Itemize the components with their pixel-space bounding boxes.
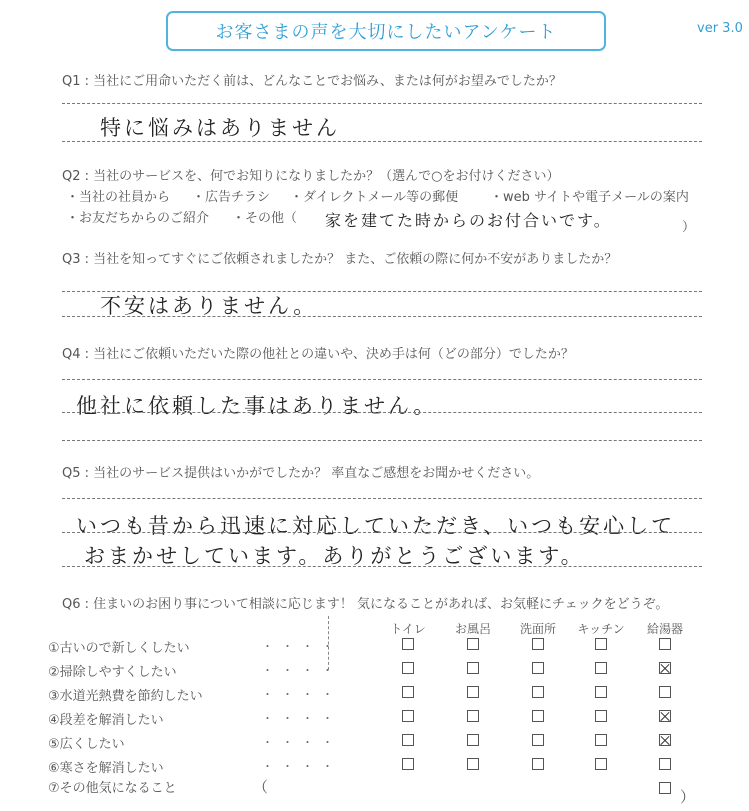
checkbox-water-heater[interactable] xyxy=(659,758,671,770)
answer-line xyxy=(62,103,702,104)
q2-option-flyer[interactable]: ・広告チラシ xyxy=(192,190,271,205)
checkbox-toilet[interactable] xyxy=(402,710,414,722)
q4-question: Q4 : 当社にご依頼いただいた際の他社との違いや、決め手は何（どの部分）でしたか？ xyxy=(62,347,574,362)
checkbox-washroom[interactable] xyxy=(532,686,544,698)
col-water-heater: 給湯器 xyxy=(646,622,684,636)
q6-question: Q6 : 住まいのお困り事について相談に応じます！ 気になることがあれば、お気軽にチェックをどうぞ。 xyxy=(62,597,669,612)
checkbox-washroom[interactable] xyxy=(532,638,544,650)
row-label: ③水道光熱費を節約したい xyxy=(48,689,203,704)
leader-dots: ・・・・ xyxy=(262,736,342,749)
checkbox-washroom[interactable] xyxy=(532,758,544,770)
checkbox-kitchen[interactable] xyxy=(595,710,607,722)
checkbox-bath[interactable] xyxy=(467,734,479,746)
checkbox-washroom[interactable] xyxy=(532,734,544,746)
checkbox-kitchen[interactable] xyxy=(595,734,607,746)
checkbox-bath[interactable] xyxy=(467,662,479,674)
checkbox-toilet[interactable] xyxy=(402,662,414,674)
row-label: ①古いので新しくしたい xyxy=(48,641,190,656)
row-label: ⑥寒さを解消したい xyxy=(48,761,164,776)
leader-dots: ・・・・ xyxy=(262,760,342,773)
col-kitchen: キッチン xyxy=(577,622,625,636)
checkbox-kitchen[interactable] xyxy=(595,638,607,650)
checkbox-kitchen[interactable] xyxy=(595,662,607,674)
answer-line xyxy=(62,498,702,499)
q5-answer-line2[interactable]: おまかせしています。ありがとうございます。 xyxy=(84,544,585,568)
version-label: ver 3.0 xyxy=(697,21,743,36)
leader-dots: ・・・・ xyxy=(262,712,342,725)
checkbox-toilet[interactable] xyxy=(402,734,414,746)
checkbox-water-heater[interactable] xyxy=(659,662,671,674)
other-close-paren: ） xyxy=(680,788,696,806)
q2-option-staff[interactable]: ・当社の社員から xyxy=(66,190,171,205)
q2-option-other[interactable]: ・その他（ xyxy=(232,211,298,226)
checkbox-bath[interactable] xyxy=(467,686,479,698)
leader-dots: ・・・・ xyxy=(262,688,342,701)
q2-question: Q2 : 当社のサービスを、何でお知りになりましたか？（選んで○をお付けください） xyxy=(62,169,560,184)
other-open-paren: （ xyxy=(253,778,269,796)
answer-line xyxy=(62,316,702,317)
row-label: ⑤広くしたい xyxy=(48,737,125,752)
row-label: ④段差を解消したい xyxy=(48,713,164,728)
checkbox-bath[interactable] xyxy=(467,710,479,722)
checkbox-kitchen[interactable] xyxy=(595,686,607,698)
q3-answer[interactable]: 不安はありません。 xyxy=(100,294,318,318)
checkbox-other[interactable] xyxy=(659,782,671,794)
survey-title: お客さまの声を大切にしたいアンケート xyxy=(166,11,606,51)
row-other-label: ⑦その他気になること xyxy=(48,781,177,796)
checkbox-kitchen[interactable] xyxy=(595,758,607,770)
q4-answer[interactable]: 他社に依頼した事はありません。 xyxy=(76,394,438,418)
answer-line xyxy=(62,412,702,413)
answer-line xyxy=(62,440,702,441)
col-toilet: トイレ xyxy=(390,622,426,636)
answer-line xyxy=(62,566,702,567)
q2-option-friend[interactable]: ・お友だちからのご紹介 xyxy=(66,211,210,226)
col-washroom: 洗面所 xyxy=(519,622,557,636)
checkbox-washroom[interactable] xyxy=(532,662,544,674)
checkbox-water-heater[interactable] xyxy=(659,734,671,746)
leader-dots: ・・・・ xyxy=(262,664,342,677)
checkbox-bath[interactable] xyxy=(467,638,479,650)
q3-question: Q3 : 当社を知ってすぐにご依頼されましたか？ また、ご依頼の際に何か不安がありましたか？ xyxy=(62,252,618,267)
q2-close-paren: ） xyxy=(682,220,696,235)
checkbox-bath[interactable] xyxy=(467,758,479,770)
checkbox-toilet[interactable] xyxy=(402,638,414,650)
q2-other-answer[interactable]: 家を建てた時からのお付合いです。 xyxy=(325,211,612,230)
checkbox-toilet[interactable] xyxy=(402,758,414,770)
answer-line xyxy=(62,141,702,142)
col-bath: お風呂 xyxy=(454,622,492,636)
q1-question: Q1 : 当社にご用命いただく前は、どんなことでお悩み、または何がお望みでしたか？ xyxy=(62,74,562,89)
q2-option-web[interactable]: ・web サイトや電子メールの案内 xyxy=(490,190,689,205)
q5-question: Q5 : 当社のサービス提供はいかがでしたか？ 率直なご感想をお聞かせください。 xyxy=(62,466,540,481)
q5-answer-line1[interactable]: いつも昔から迅速に対応していただき、いつも安心して xyxy=(76,514,676,538)
answer-line xyxy=(62,379,702,380)
checkbox-washroom[interactable] xyxy=(532,710,544,722)
q2-option-direct-mail[interactable]: ・ダイレクトメール等の郵便 xyxy=(290,190,459,205)
checkbox-water-heater[interactable] xyxy=(659,710,671,722)
checkbox-water-heater[interactable] xyxy=(659,638,671,650)
checkbox-water-heater[interactable] xyxy=(659,686,671,698)
q1-answer[interactable]: 特に悩みはありません xyxy=(100,116,340,140)
answer-line xyxy=(62,532,702,533)
row-label: ②掃除しやすくしたい xyxy=(48,665,177,680)
leader-dots: ・・・・ xyxy=(262,640,342,653)
checkbox-toilet[interactable] xyxy=(402,686,414,698)
